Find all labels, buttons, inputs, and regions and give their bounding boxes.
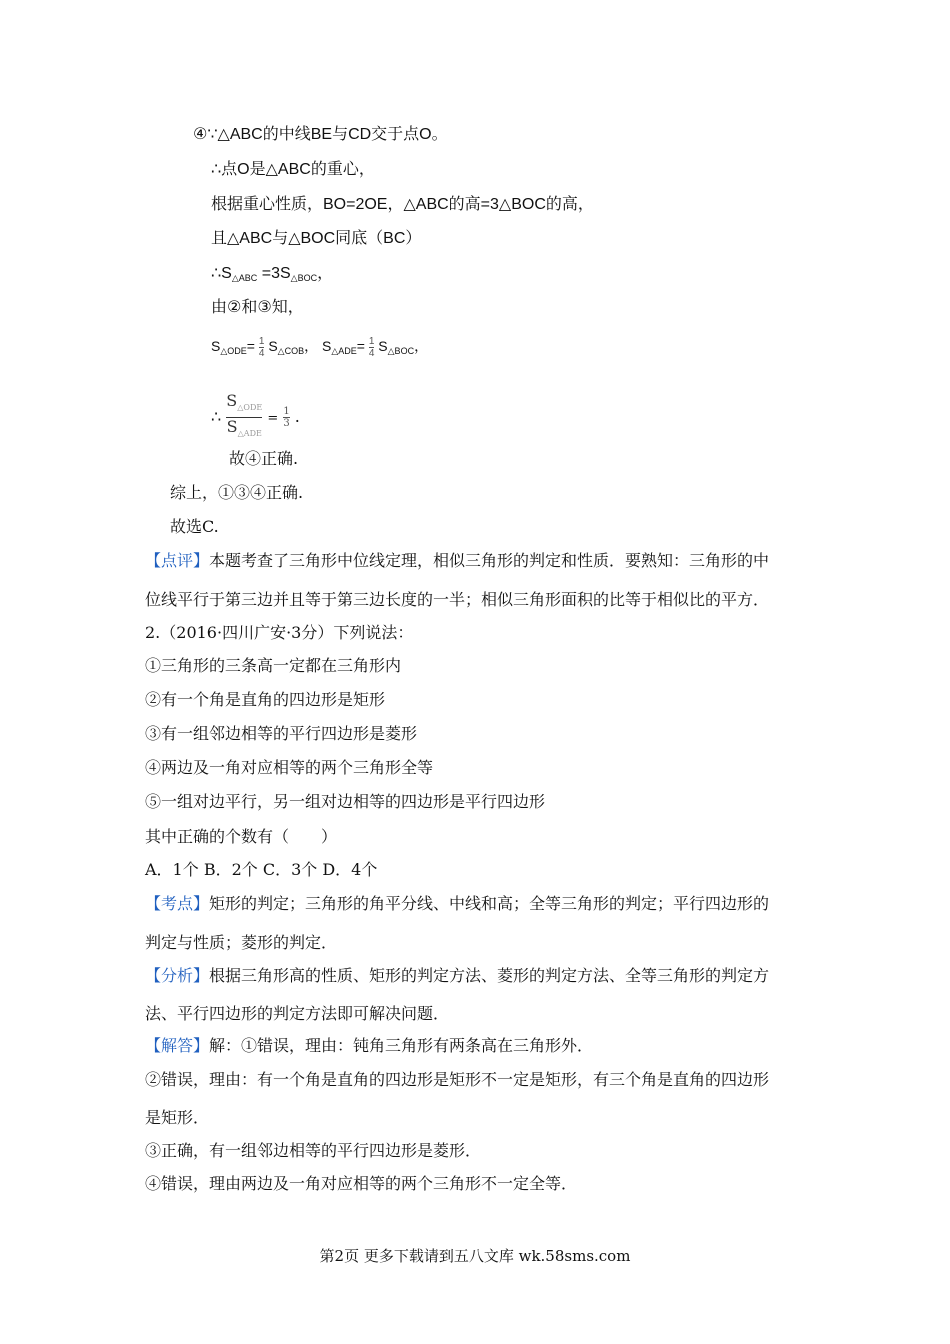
fraction-numerator: 1 (283, 406, 290, 418)
comma: ， (414, 338, 429, 355)
answer-options: A．1个 B．2个 C．3个 D．4个 (145, 860, 378, 879)
subscript-ode: △ODE (220, 346, 247, 357)
statement-1: ①三角形的三条高一定都在三角形内 (145, 656, 402, 675)
fraction-numerator: 1 (368, 336, 375, 347)
analysis-tag: 【分析】 (145, 966, 210, 985)
key-points-text: 矩形的判定；三角形的角平分线、中线和高；全等三角形的判定；平行四边形的 (209, 894, 770, 913)
comment-continued-line: 位线平行于第三边并且等于第三边长度的一半；相似三角形面积的比等于相似比的平方． (145, 590, 770, 609)
fraction-one-quarter (369, 336, 375, 359)
question-prompt: 其中正确的个数有（ ） (145, 827, 338, 846)
solution-4: ④错误，理由两边及一角对应相等的两个三角形不一定全等． (145, 1174, 578, 1193)
subscript-ode: △ODE (237, 403, 263, 413)
solution-3: ③正确，有一组邻边相等的平行四边形是菱形． (145, 1141, 482, 1160)
ratio-numerator (226, 392, 262, 417)
s-label: S (268, 338, 278, 355)
subscript-abc: △ABC (231, 273, 258, 283)
therefore-s: ∴S (211, 265, 232, 282)
therefore-symbol: ∴ (211, 407, 222, 427)
comma: ， (317, 265, 334, 282)
eq-3s: =3S (257, 265, 291, 282)
question-2-title: 2.（2016·四川广安·3分）下列说法： (145, 623, 414, 642)
area-ratio-line (211, 392, 300, 443)
comment-line (145, 551, 769, 571)
key-points-line (145, 894, 769, 914)
subscript-boc: △BOC (290, 273, 318, 283)
solution-tag: 【解答】 (145, 1036, 210, 1055)
s-label: S (378, 338, 388, 355)
centroid-property-line: 根据重心性质，BO=2OE，△ABC的高=3△BOC的高， (211, 196, 594, 213)
analysis-text: 根据三角形高的性质、矩形的判定方法、菱形的判定方法、全等三角形的判定方 (209, 966, 770, 985)
subscript-ade: △ADE (331, 346, 357, 357)
separator: ， (304, 338, 319, 355)
subscript-ade: △ADE (237, 429, 262, 439)
solution-line-4-intro: ④∵△ABC的中线BE与CD交于点O。 (193, 126, 448, 143)
answer-text: 故选C. (170, 517, 219, 536)
statement-4: ④两边及一角对应相等的两个三角形全等 (145, 758, 434, 777)
comment-text: 本题考查了三角形中位线定理，相似三角形的判定和性质．要熟知：三角形的中 (209, 551, 770, 570)
from-2-and-3-line: 由②和③知， (211, 299, 304, 316)
area-ratio-fraction (226, 392, 262, 443)
page-footer: 第2页 更多下载请到五八文库 wk.58sms.com (319, 1247, 631, 1265)
fraction-denominator: 4 (258, 348, 265, 359)
solution-line (145, 1036, 593, 1056)
statement-3: ③有一组邻边相等的平行四边形是菱形 (145, 724, 418, 743)
fraction-denominator: 3 (283, 418, 290, 430)
same-base-line: 且△ABC与△BOC同底（BC） (211, 230, 422, 247)
analysis-continued: 法、平行四边形的判定方法即可解决问题． (145, 1004, 450, 1023)
subscript-boc: △BOC (387, 346, 415, 357)
s-label: S (211, 338, 221, 355)
equals-sign: = (246, 338, 255, 355)
key-points-tag: 【考点】 (145, 894, 210, 913)
conclusion-4-line: 故④正确. (229, 449, 299, 468)
quarter-area-line (211, 336, 428, 361)
fraction-one-third (283, 406, 289, 429)
analysis-line (145, 966, 769, 986)
centroid-line: ∴点O是△ABC的重心， (211, 161, 375, 178)
s-label: S (226, 417, 238, 437)
summary-line: 综上，①③④正确. (170, 483, 304, 502)
comment-tag: 【点评】 (145, 551, 210, 570)
period: . (294, 407, 300, 427)
subscript-cob: △COB (277, 346, 305, 357)
solution-2-continued: 是矩形． (145, 1108, 210, 1127)
equals-sign: = (267, 411, 279, 427)
ratio-denominator (226, 418, 262, 443)
area-relation-line (211, 264, 333, 288)
fraction-denominator: 4 (368, 348, 375, 359)
solution-text: 解：①错误，理由：钝角三角形有两条高在三角形外． (209, 1036, 594, 1055)
statement-5: ⑤一组对边平行，另一组对边相等的四边形是平行四边形 (145, 792, 546, 811)
statement-2: ②有一个角是直角的四边形是矩形 (145, 690, 386, 709)
key-points-continued: 判定与性质；菱形的判定． (145, 933, 338, 952)
s-label: S (226, 391, 238, 410)
s-label: S (321, 338, 332, 355)
fraction-one-quarter (259, 336, 265, 359)
equals-sign: = (356, 338, 365, 355)
answer-line (170, 517, 219, 537)
fraction-numerator: 1 (258, 336, 265, 347)
solution-2: ②错误，理由：有一个角是直角的四边形是矩形不一定是矩形，有三个角是直角的四边形 (145, 1070, 770, 1089)
